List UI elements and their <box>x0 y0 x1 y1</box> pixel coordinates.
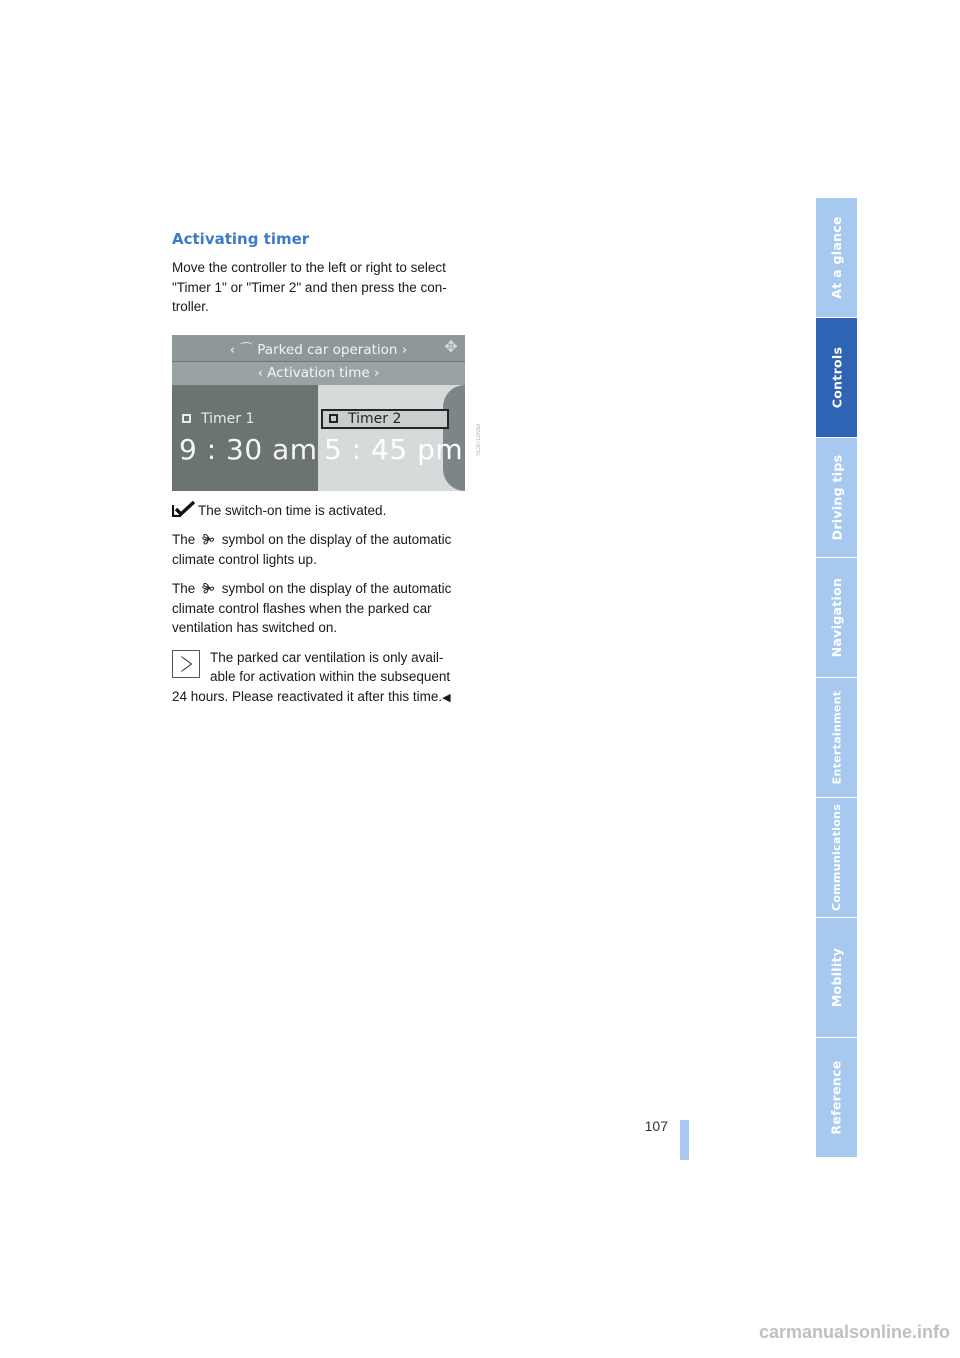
timer1-option <box>182 411 254 427</box>
menu-title-bar: ‹ ⌒ Parked car operation › <box>172 335 465 361</box>
nav-tab-communications[interactable]: Communications <box>816 798 857 918</box>
display-screenshot <box>172 335 465 491</box>
page-tab-marker <box>680 1120 689 1160</box>
note-block <box>172 648 472 709</box>
check-paragraph <box>172 501 472 521</box>
note-line-1: The parked car ventilation is only avail- <box>210 649 444 665</box>
intro-paragraph: Move the controller to the left or right to select "Timer 1" or "Timer 2" and then press the con-troller. <box>172 260 447 314</box>
lights-up-paragraph <box>172 530 472 569</box>
timer2-label: Timer 2 <box>348 410 402 427</box>
nav-tab-entertainment[interactable]: Entertainment <box>816 678 857 798</box>
chapter-side-nav <box>816 198 857 1158</box>
checkbox-icon <box>182 414 191 423</box>
watermark: carmanualsonline.info <box>758 1322 950 1342</box>
page-number: 107 <box>644 1118 668 1134</box>
p2-end: symbol on the display of the automatic climate control flashes when the parked car ventilation has switched on. <box>172 581 452 635</box>
p2-start: The <box>172 581 196 596</box>
checkbox-icon <box>329 414 338 423</box>
nav-tab-navigation[interactable]: Navigation <box>816 558 857 678</box>
nav-tab-controls[interactable]: Controls <box>816 318 857 438</box>
end-mark-icon: ◀ <box>442 691 451 704</box>
fan-symbol-icon <box>201 581 216 595</box>
p1-end: symbol on the display of the automatic climate control lights up. <box>172 532 452 567</box>
nav-tab-reference[interactable]: Reference <box>816 1038 857 1158</box>
nav-tab-at-a-glance[interactable]: At a glance <box>816 198 857 318</box>
figure-code: SC8710/0Ы <box>476 424 482 456</box>
flashes-paragraph <box>172 579 472 638</box>
page-content <box>172 230 472 708</box>
note-triangle-icon <box>172 650 200 678</box>
p1-start: The <box>172 532 196 547</box>
controller-icon: ✥ <box>444 338 458 356</box>
checkmark-icon <box>172 501 196 517</box>
nav-tab-mobility[interactable]: Mobility <box>816 918 857 1038</box>
note-line-3: 24 hours. Please reactivated it after this time. <box>172 688 443 704</box>
note-line-2: able for activation within the subsequent <box>210 669 451 684</box>
nav-tab-driving-tips[interactable]: Driving tips <box>816 438 857 558</box>
timer1-label: Timer 1 <box>201 410 255 427</box>
section-title: Activating timer <box>172 230 310 248</box>
timer1-time: 9 : 30 am <box>179 432 318 466</box>
timer2-option <box>321 409 449 429</box>
timer2-time: 5 : 45 pm <box>324 432 464 466</box>
fan-symbol-icon <box>201 532 216 546</box>
submenu-title-bar: ‹ Activation time › <box>172 362 465 385</box>
check-text: The switch-on time is activated. <box>198 502 387 518</box>
